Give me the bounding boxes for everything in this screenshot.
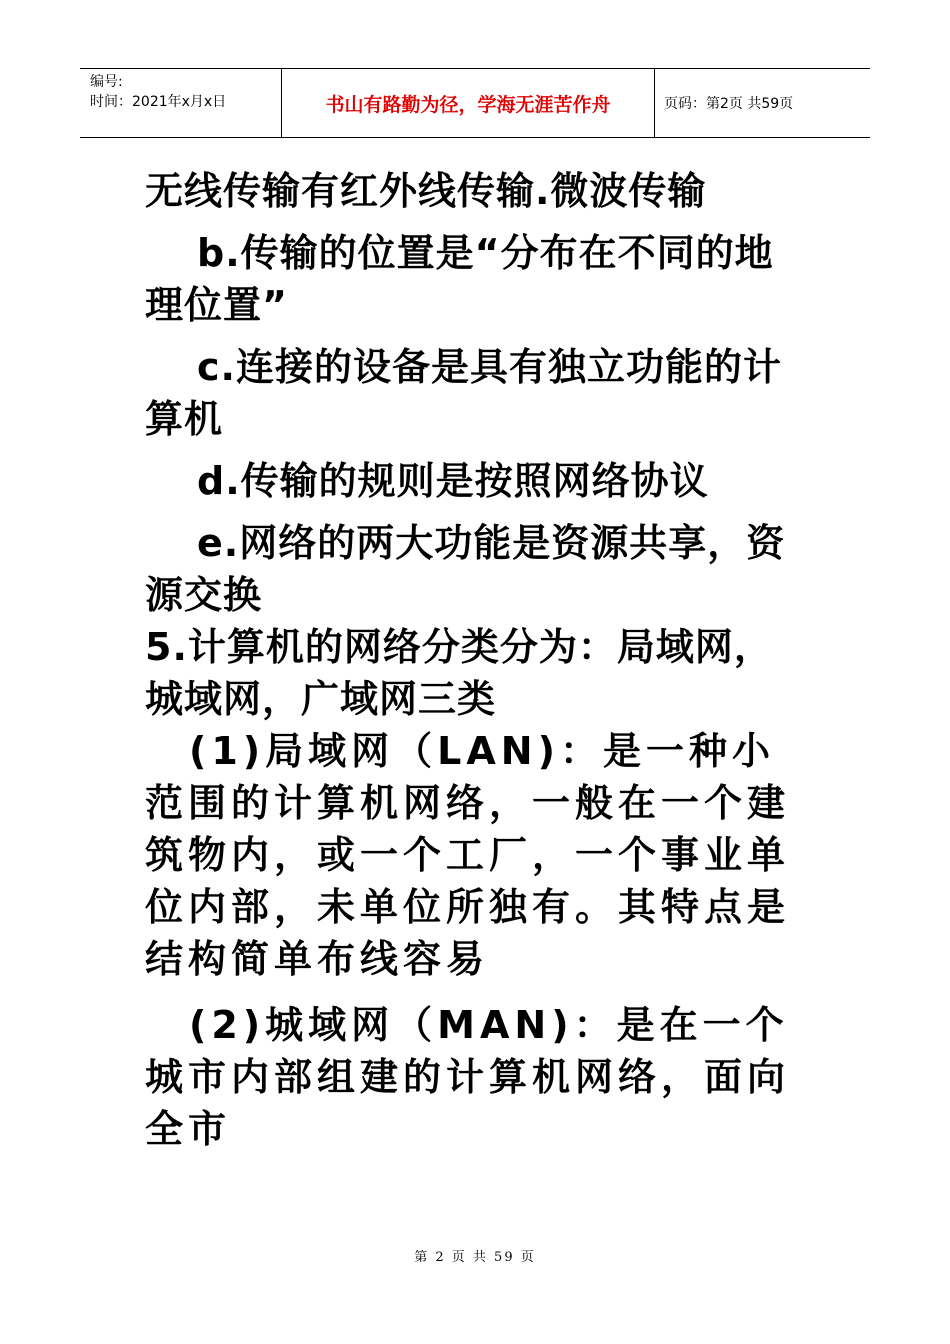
header-motto: 书山有路勤为径，学海无涯苦作舟: [281, 69, 655, 137]
paragraph: (1)局域网（LAN)：是一种小范围的计算机网络，一般在一个建筑物内，或一个工厂，一个事业单位内部，未单位所独有。其特点是结构简单布线容易: [145, 729, 791, 981]
paragraph: c.连接的设备是具有独立功能的计算机: [145, 345, 782, 441]
page-footer: 第 2 页 共 59 页: [414, 1250, 536, 1265]
paragraph: b.传输的位置是“分布在不同的地理位置”: [145, 231, 774, 327]
header-page-info: 页码：第2页 共59页: [664, 96, 794, 112]
serial-label: 编号:: [90, 74, 123, 90]
paragraph: (2)城域网（MAN)：是在一个城市内部组建的计算机网络，面向全市: [145, 1003, 791, 1151]
paragraph: 5.计算机的网络分类分为：局域网，城域网，广域网三类: [145, 625, 773, 721]
document-body: [145, 165, 810, 1155]
time-label: 时间：2021年x月x日: [90, 94, 227, 110]
header-meta-cell: [80, 69, 281, 137]
paragraph: 无线传输有红外线传输.微波传输: [145, 169, 707, 213]
paragraph: d.传输的规则是按照网络协议: [197, 459, 709, 503]
paragraph: e.网络的两大功能是资源共享，资源交换: [145, 521, 786, 617]
page-header: [80, 68, 870, 138]
